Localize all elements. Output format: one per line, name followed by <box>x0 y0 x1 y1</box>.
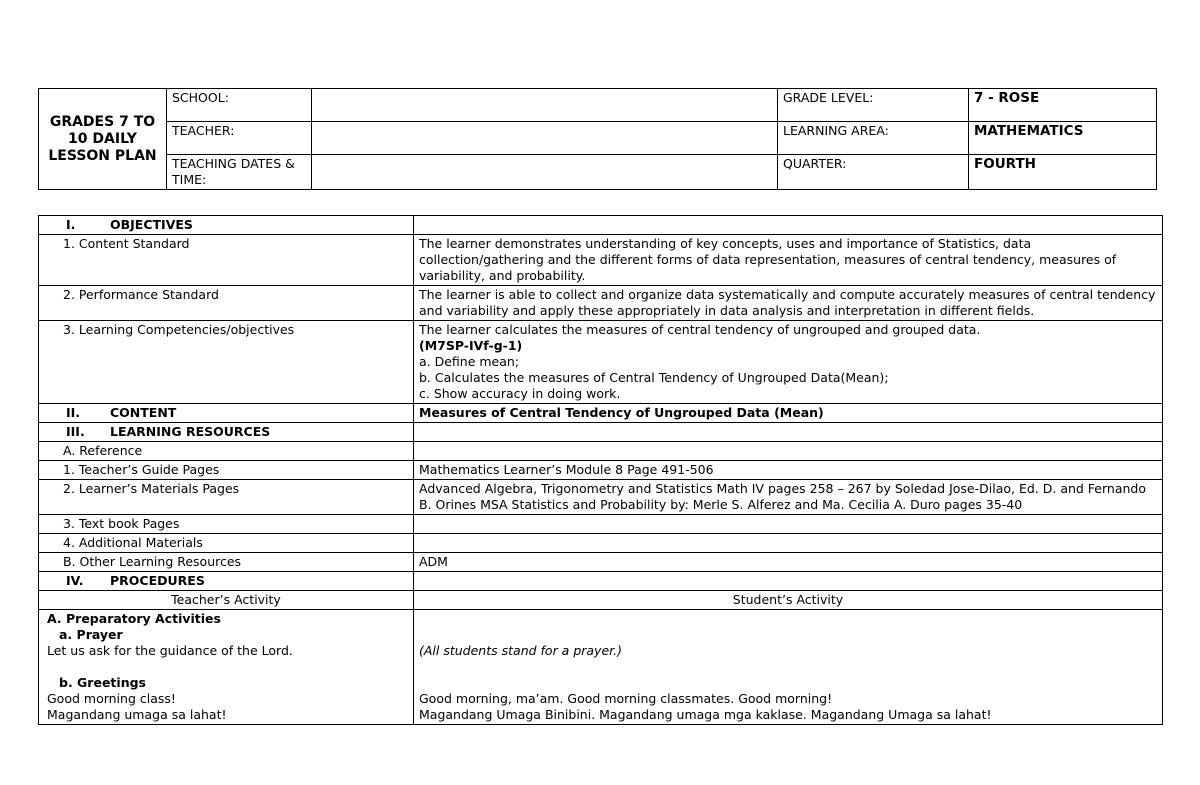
school-label: SCHOOL: <box>167 89 312 122</box>
procedures-row <box>39 572 1163 591</box>
student-activity-header: Student’s Activity <box>414 591 1163 610</box>
teachers-guide-label: 1. Teacher’s Guide Pages <box>39 461 414 480</box>
performance-standard-text: The learner is able to collect and organize data systematically and compute accurately measures of central tendency and variability and apply these appropriately in data analysis and interpretation in different fields. <box>414 286 1163 321</box>
teacher-label: TEACHER: <box>167 122 312 155</box>
resources-row <box>39 423 1163 442</box>
teachers-guide-row <box>39 461 1163 480</box>
competencies-label: 3. Learning Competencies/objectives <box>39 321 414 404</box>
objective-c: c. Show accuracy in doing work. <box>419 386 621 401</box>
teacher-activity-header: Teacher’s Activity <box>39 591 414 610</box>
objectives-row <box>39 216 1163 235</box>
learners-materials-value: Advanced Algebra, Trigonometry and Statistics Math IV pages 258 – 267 by Soledad Jose-Dilao, Ed. D. and Fernando B. Orines MSA Statistics and Probability by: Merle S. Alferez and Ma. Cecilia A. Duro pages 35-40 <box>414 480 1163 515</box>
grade-level-value: 7 - ROSE <box>969 89 1157 122</box>
section-numeral: IV. <box>66 573 84 588</box>
teachers-guide-value: Mathematics Learner’s Module 8 Page 491-506 <box>414 461 1163 480</box>
other-resources-value: ADM <box>414 553 1163 572</box>
quarter-value: FOURTH <box>969 155 1157 190</box>
additional-materials-row <box>39 534 1163 553</box>
textbook-label: 3. Text book Pages <box>39 515 414 534</box>
other-resources-row <box>39 553 1163 572</box>
prayer-title: a. Prayer <box>59 627 123 642</box>
section-numeral: I. <box>66 217 76 232</box>
section-title: OBJECTIVES <box>110 217 193 232</box>
content-standard-row <box>39 235 1163 286</box>
section-title: CONTENT <box>110 405 177 420</box>
section-title: LEARNING RESOURCES <box>110 424 271 439</box>
competencies-code: (M7SP-IVf-g-1) <box>419 338 523 353</box>
content-row <box>39 404 1163 423</box>
grade-level-label: GRADE LEVEL: <box>778 89 969 122</box>
greet-student-2: Magandang Umaga Binibini. Magandang umaga mga kaklase. Magandang Umaga sa lahat! <box>419 707 992 722</box>
content-standard-label: 1. Content Standard <box>39 235 414 286</box>
spacer <box>47 659 408 675</box>
quarter-label: QUARTER: <box>778 155 969 190</box>
objective-b: b. Calculates the measures of Central Tendency of Ungrouped Data(Mean); <box>419 370 889 385</box>
lesson-plan-table <box>38 215 1163 725</box>
header-table <box>38 88 1157 190</box>
performance-standard-row <box>39 286 1163 321</box>
lesson-plan-title: GRADES 7 TO 10 DAILY LESSON PLAN <box>39 89 167 190</box>
greet-teacher-1: Good morning class! <box>47 691 176 706</box>
additional-materials-label: 4. Additional Materials <box>39 534 414 553</box>
preparatory-activities-row <box>39 610 1163 725</box>
section-numeral: II. <box>66 405 81 420</box>
additional-materials-value <box>414 534 1163 553</box>
textbook-value <box>414 515 1163 534</box>
teaching-dates-label: TEACHING DATES & TIME: <box>167 155 312 190</box>
competencies-line: The learner calculates the measures of central tendency of ungrouped and grouped data. <box>419 322 981 337</box>
section-numeral: III. <box>66 424 85 439</box>
spacer <box>419 675 1157 691</box>
learning-area-label: LEARNING AREA: <box>778 122 969 155</box>
greet-student-1: Good morning, ma’am. Good morning classmates. Good morning! <box>419 691 833 706</box>
teacher-value <box>312 122 778 155</box>
prayer-student: (All students stand for a prayer.) <box>419 643 622 658</box>
competencies-row <box>39 321 1163 404</box>
learners-materials-row <box>39 480 1163 515</box>
learning-area-value: MATHEMATICS <box>969 122 1157 155</box>
spacer <box>419 659 1157 675</box>
learners-materials-label: 2. Learner’s Materials Pages <box>39 480 414 515</box>
prayer-teacher: Let us ask for the guidance of the Lord. <box>47 643 293 658</box>
spacer <box>419 611 1157 627</box>
content-standard-text: The learner demonstrates understanding of key concepts, uses and importance of Statistics, data collection/gathering and the different forms of data representation, measures of central tendency, measures of variability, and probability. <box>414 235 1163 286</box>
school-value <box>312 89 778 122</box>
reference-label: A. Reference <box>39 442 414 461</box>
section-title: PROCEDURES <box>110 573 205 588</box>
performance-standard-label: 2. Performance Standard <box>39 286 414 321</box>
spacer <box>419 627 1157 643</box>
greet-teacher-2: Magandang umaga sa lahat! <box>47 707 227 722</box>
teaching-dates-value <box>312 155 778 190</box>
greetings-title: b. Greetings <box>59 675 146 690</box>
content-value: Measures of Central Tendency of Ungrouped Data (Mean) <box>414 404 1163 423</box>
other-resources-label: B. Other Learning Resources <box>39 553 414 572</box>
reference-row <box>39 442 1163 461</box>
textbook-row <box>39 515 1163 534</box>
preparatory-title: A. Preparatory Activities <box>47 611 221 626</box>
objective-a: a. Define mean; <box>419 354 520 369</box>
activity-header-row <box>39 591 1163 610</box>
